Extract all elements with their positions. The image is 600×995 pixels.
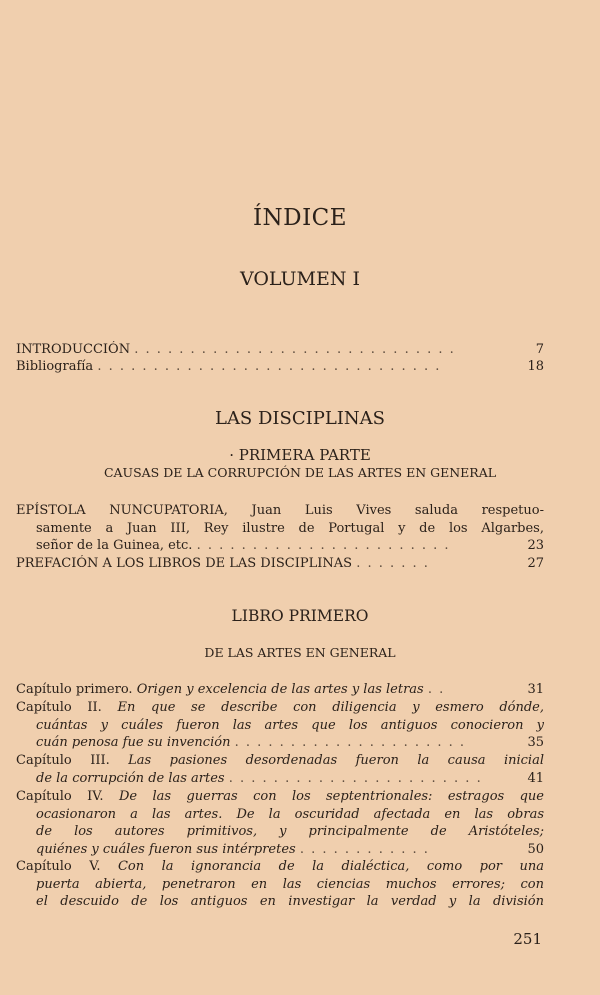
page-number: 41 <box>523 770 544 788</box>
toc-entry-capitulo-1 <box>16 681 544 699</box>
chapter-title: cuántas y cuáles fueron las artes que los antiguos conocieron y <box>36 717 544 733</box>
leader-dots: . . . . . . . . . . . . <box>299 841 430 857</box>
toc-entry-capitulo-5 <box>16 858 544 911</box>
toc-entry-label: PREFACIÓN A LOS LIBROS DE LAS DISCIPLINAS <box>16 556 353 571</box>
entry-line: EPÍSTOLA NUNCUPATORIA, Juan Luis Vives saluda respetuo- <box>16 503 544 518</box>
chapter-prefix: Capítulo primero. <box>16 682 133 697</box>
entry-line: señor de la Guinea, etc. <box>36 538 193 553</box>
volume-heading: VOLUMEN I <box>239 268 361 290</box>
chapter-title: el descuido de los antiguos en investigar la verdad y la división <box>36 894 544 909</box>
leader-dots: . . . . . . . . . . . . . . . . . . . . . . . . . . . . . <box>134 342 456 357</box>
page-number: 50 <box>523 841 544 859</box>
page-folio: 251 <box>513 930 542 948</box>
leader-dots: . . . . . . . . . . . . . . . . . . . . . . . <box>228 770 483 786</box>
toc-entry-label: Bibliografía <box>16 359 94 374</box>
chapter-prefix: Capítulo III. <box>16 753 110 768</box>
part-subtitle: CAUSAS DE LA CORRUPCIÓN DE LAS ARTES EN GENERAL <box>103 465 497 480</box>
chapter-title: cuán penosa fue su invención <box>36 735 231 750</box>
chapter-prefix: Capítulo II. <box>16 700 102 715</box>
chapter-title: Las pasiones desordenadas fueron la causa inicial <box>128 753 544 768</box>
page-number: 7 <box>532 341 544 359</box>
chapter-title: Origen y excelencia de las artes y las letras <box>136 682 424 697</box>
leader-dots: . . . . . . . . . . . . . . . . . . . . . . . <box>196 538 451 553</box>
chapter-prefix: Capítulo IV. <box>16 789 104 804</box>
entry-line: samente a Juan III, Rey ilustre de Portugal y de los Algarbes, <box>36 520 544 536</box>
page-number: 27 <box>523 555 544 573</box>
book-subtitle: DE LAS ARTES EN GENERAL <box>204 645 396 660</box>
chapter-title: de los autores primitivos, y principalmente de Aristóteles; <box>36 824 544 839</box>
part-heading: · PRIMERA PARTE <box>229 446 371 464</box>
toc-entry-label: INTRODUCCIÓN <box>16 342 131 357</box>
book-heading: LIBRO PRIMERO <box>231 607 369 625</box>
toc-entry-capitulo-3 <box>16 752 544 787</box>
leader-dots: . . . . . . . . . . . . . . . . . . . . . <box>234 735 466 750</box>
chapter-title: De las guerras con los septentrionales: estragos que <box>118 789 544 804</box>
leader-dots: . . . . . . . . . . . . . . . . . . . . . . . . . . . . . . . <box>97 359 441 374</box>
section-heading: LAS DISCIPLINAS <box>214 408 385 429</box>
chapter-prefix: Capítulo V. <box>16 859 101 874</box>
toc-entry-epistola <box>16 502 544 555</box>
chapter-title: En que se describe con diligencia y esmero dónde, <box>117 700 544 715</box>
index-title: ÍNDICE <box>252 205 348 231</box>
toc-entry-capitulo-4 <box>16 788 544 858</box>
page-number: 35 <box>523 734 544 752</box>
toc-entry-bibliografia <box>16 358 544 376</box>
chapter-title: Con la ignorancia de la dialéctica, como por una <box>117 859 544 874</box>
page-number: 31 <box>523 681 544 699</box>
chapter-title: de la corrupción de las artes <box>36 770 225 786</box>
chapter-title: puerta abierta, penetraron en las ciencias muchos errores; con <box>36 876 544 892</box>
page-number: 23 <box>523 537 544 555</box>
toc-entry-prefacion <box>16 555 544 573</box>
chapter-title: quiénes y cuáles fueron sus intérpretes <box>36 841 296 857</box>
page-number: 18 <box>523 358 544 376</box>
toc-entry-introduccion <box>16 341 544 359</box>
leader-dots: . . <box>427 682 445 697</box>
chapter-title: ocasionaron a las artes. De la oscuridad afectada en las obras <box>36 806 544 822</box>
toc-entry-capitulo-2 <box>16 699 544 752</box>
leader-dots: . . . . . . . <box>356 556 430 571</box>
